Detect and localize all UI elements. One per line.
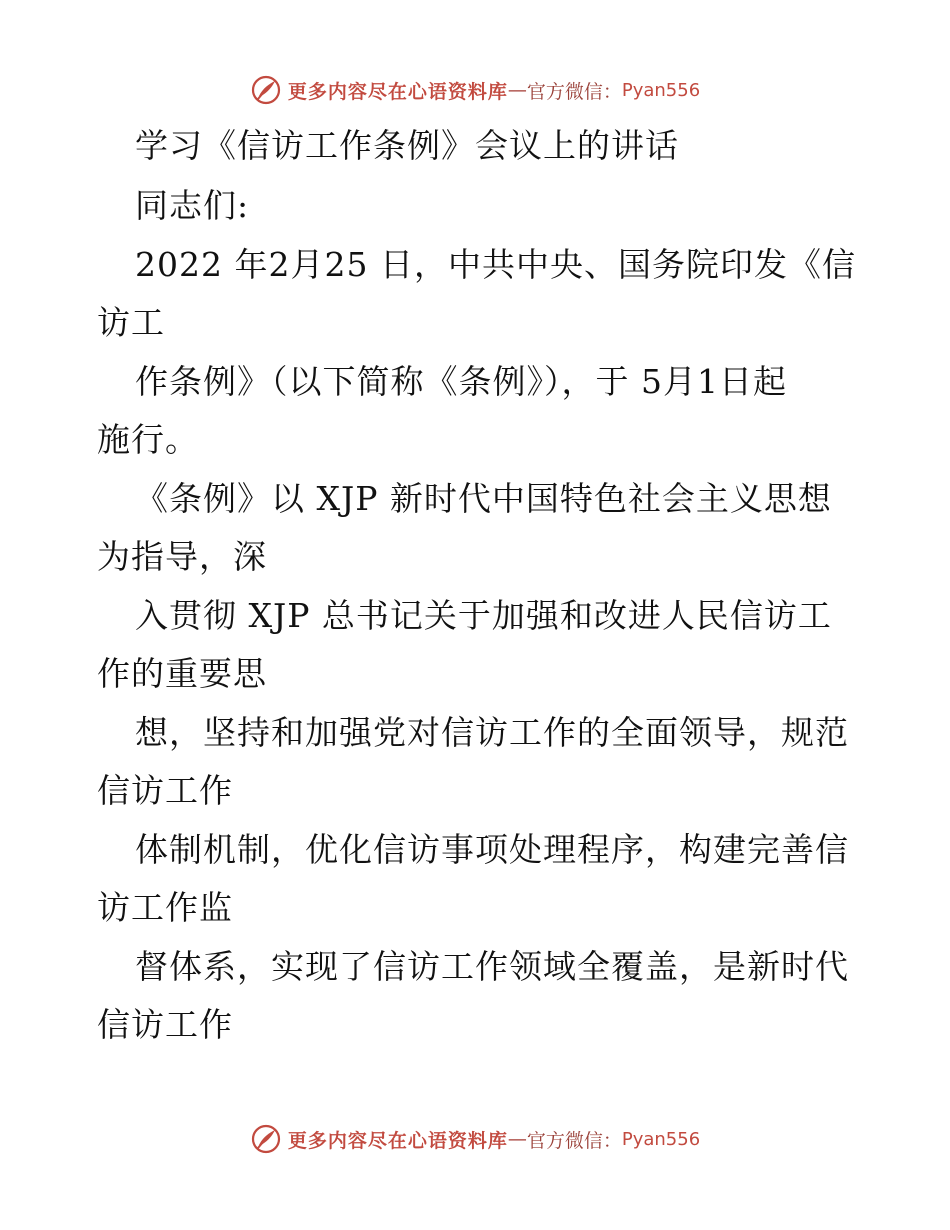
quill-logo-icon [250, 74, 282, 106]
watermark-brand: 更多内容尽在心语资料库 [287, 80, 508, 103]
paragraph-line: 信访工作 [97, 771, 233, 810]
paragraph-line: 为指导，深 [97, 537, 267, 576]
paragraph-line: 督体系，实现了信访工作领域全覆盖，是新时代 [135, 947, 849, 986]
paragraph-line: 《条例》以 XJP 新时代中国特色社会主义思想 [135, 479, 832, 518]
paragraph-line: 入贯彻 XJP 总书记关于加强和改进人民信访工 [135, 596, 832, 635]
paragraph-line: 作条例》（以下简称《条例》），于 5月1日起 [135, 362, 787, 401]
watermark-wechat-label: 官方微信： [526, 1129, 622, 1152]
paragraph-line: 作的重要思 [97, 654, 267, 693]
document-title: 学习《信访工作条例》会议上的讲话 [135, 126, 679, 165]
watermark-wechat-id: Pyan556 [621, 1128, 701, 1150]
watermark-brand: 更多内容尽在心语资料库 [287, 1129, 508, 1152]
watermark-dash: — [507, 1128, 527, 1150]
footer-watermark [0, 1119, 950, 1159]
header-watermark [0, 70, 950, 110]
watermark-wechat-id: Pyan556 [621, 79, 701, 101]
watermark-dash: — [507, 79, 527, 101]
salutation: 同志们: [135, 186, 250, 225]
paragraph-line: 信访工作 [97, 1005, 233, 1044]
quill-logo-icon [250, 1123, 282, 1155]
paragraph-line: 访工 [97, 303, 165, 342]
watermark-wechat-label: 官方微信： [526, 80, 622, 103]
paragraph-line: 体制机制，优化信访事项处理程序，构建完善信 [135, 830, 849, 869]
paragraph-line: 施行。 [97, 420, 199, 459]
paragraph-line: 访工作监 [97, 888, 233, 927]
paragraph-line: 想，坚持和加强党对信访工作的全面领导，规范 [135, 713, 849, 752]
paragraph-line: 2022 年2月25 日，中共中央、国务院印发《信 [135, 245, 856, 284]
